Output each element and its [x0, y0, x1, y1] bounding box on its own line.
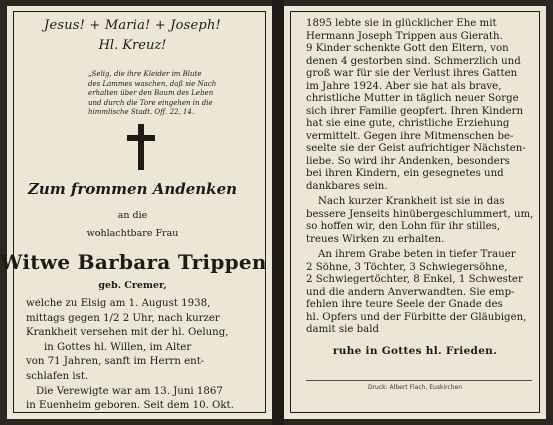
text-line: 1895 lebte sie in glücklicher Ehe mit — [306, 18, 497, 29]
text-line: vermittelt. Gegen ihre Mitmenschen be- — [306, 130, 514, 142]
maiden-name: geb. Cremer, — [98, 280, 167, 291]
text-line: von 71 Jahren, sanft im Herrn ent- — [26, 356, 205, 368]
text-line: schlafen ist. — [26, 371, 89, 382]
quote-line: erhalten über den Baum des Leben — [88, 89, 214, 97]
text-line: denen 4 gestorben sind. Schmerzlich und — [306, 55, 521, 67]
text-line: dankbares sein. — [306, 180, 388, 192]
text-line: christliche Mutter in täglich neuer Sorge — [306, 93, 519, 104]
text-line: fehlen ihre teure Seele der Gnade des — [306, 299, 503, 310]
text-line: seelte sie der Geist aufrichtiger Nächsten- — [306, 143, 526, 154]
quote-line: „Selig, die ihre Kleider im Blute — [88, 70, 202, 78]
text-line: Krankheit versehen mit der hl. Oelung, — [26, 327, 229, 339]
invocation: Jesus! + Maria! + Joseph! — [44, 18, 221, 33]
divider — [306, 380, 532, 381]
text-line: so hoffen wir, den Lohn für ihr stilles, — [306, 221, 501, 232]
text-line: treues Wirken zu erhalten. — [306, 233, 445, 245]
text-line: damit sie bald — [306, 324, 379, 335]
text-line: im Jahre 1924. Aber sie hat als brave, — [306, 80, 502, 92]
text-line: Hermann Joseph Trippen aus Gierath. — [306, 30, 503, 42]
text-line: liebe. So wird ihr Andenken, besonders — [306, 155, 510, 167]
an-die-text: an die — [117, 210, 148, 221]
text-line: und die andern Anverwandten. Sie emp- — [306, 286, 515, 298]
text-line: welche zu Elsig am 1. August 1938, — [26, 298, 211, 309]
text-line: 2 Schwiegertöchter, 8 Enkel, 1 Schwester — [306, 274, 523, 285]
quote-line: und durch die Tore eingehen in die — [88, 98, 213, 107]
card-fold — [272, 0, 284, 425]
text-line: sich ihrer Familie geopfert. Ihren Kindern — [306, 105, 524, 117]
text-line: in Euenheim geboren. Seit dem 10. Okt. — [26, 400, 234, 412]
invocation-cross: Hl. Kreuz! — [98, 38, 167, 53]
text-line: groß war für sie der Verlust ihres Gatten — [306, 68, 518, 79]
text-line: hl. Opfers und der Fürbitte der Gläubigen, — [306, 311, 527, 323]
text-line: An ihrem Grabe beten in tiefer Trauer — [318, 249, 516, 260]
quote-line: des Lammes waschen, daß sie Nach — [88, 79, 217, 88]
text-line: in Gottes hl. Willen, im Alter — [44, 341, 192, 353]
cross-icon — [127, 124, 155, 170]
text-line: bessere Jenseits hinübergeschlummert, um, — [306, 208, 534, 220]
quote-line: himmlische Stadt. Off. 22, 14. — [88, 108, 195, 116]
memorial-heading: Zum frommen Andenken — [27, 180, 238, 198]
text-line: 2 Söhne, 3 Töchter, 3 Schwiegersöhne, — [306, 261, 508, 273]
text-line: Die Verewigte war am 13. Juni 1867 — [36, 385, 223, 397]
text-line: hat sie eine gute, christliche Erziehung — [306, 118, 510, 129]
text-line: Nach kurzer Krankheit ist sie in das — [318, 196, 505, 207]
printer-credit: Druck: Albert Flach, Euskirchen — [367, 384, 463, 391]
text-line: mittags gegen 1/2 2 Uhr, nach kurzer — [26, 312, 220, 324]
text-line: bei ihren Kindern, ein gesegnetes und — [306, 168, 504, 179]
deceased-name: Witwe Barbara Trippen — [0, 250, 267, 274]
rest-in-peace-line: ruhe in Gottes hl. Frieden. — [332, 345, 498, 357]
text-line: 9 Kinder schenkte Gott den Eltern, von — [306, 43, 509, 54]
honorific-text: wohlachtbare Frau — [86, 228, 179, 239]
